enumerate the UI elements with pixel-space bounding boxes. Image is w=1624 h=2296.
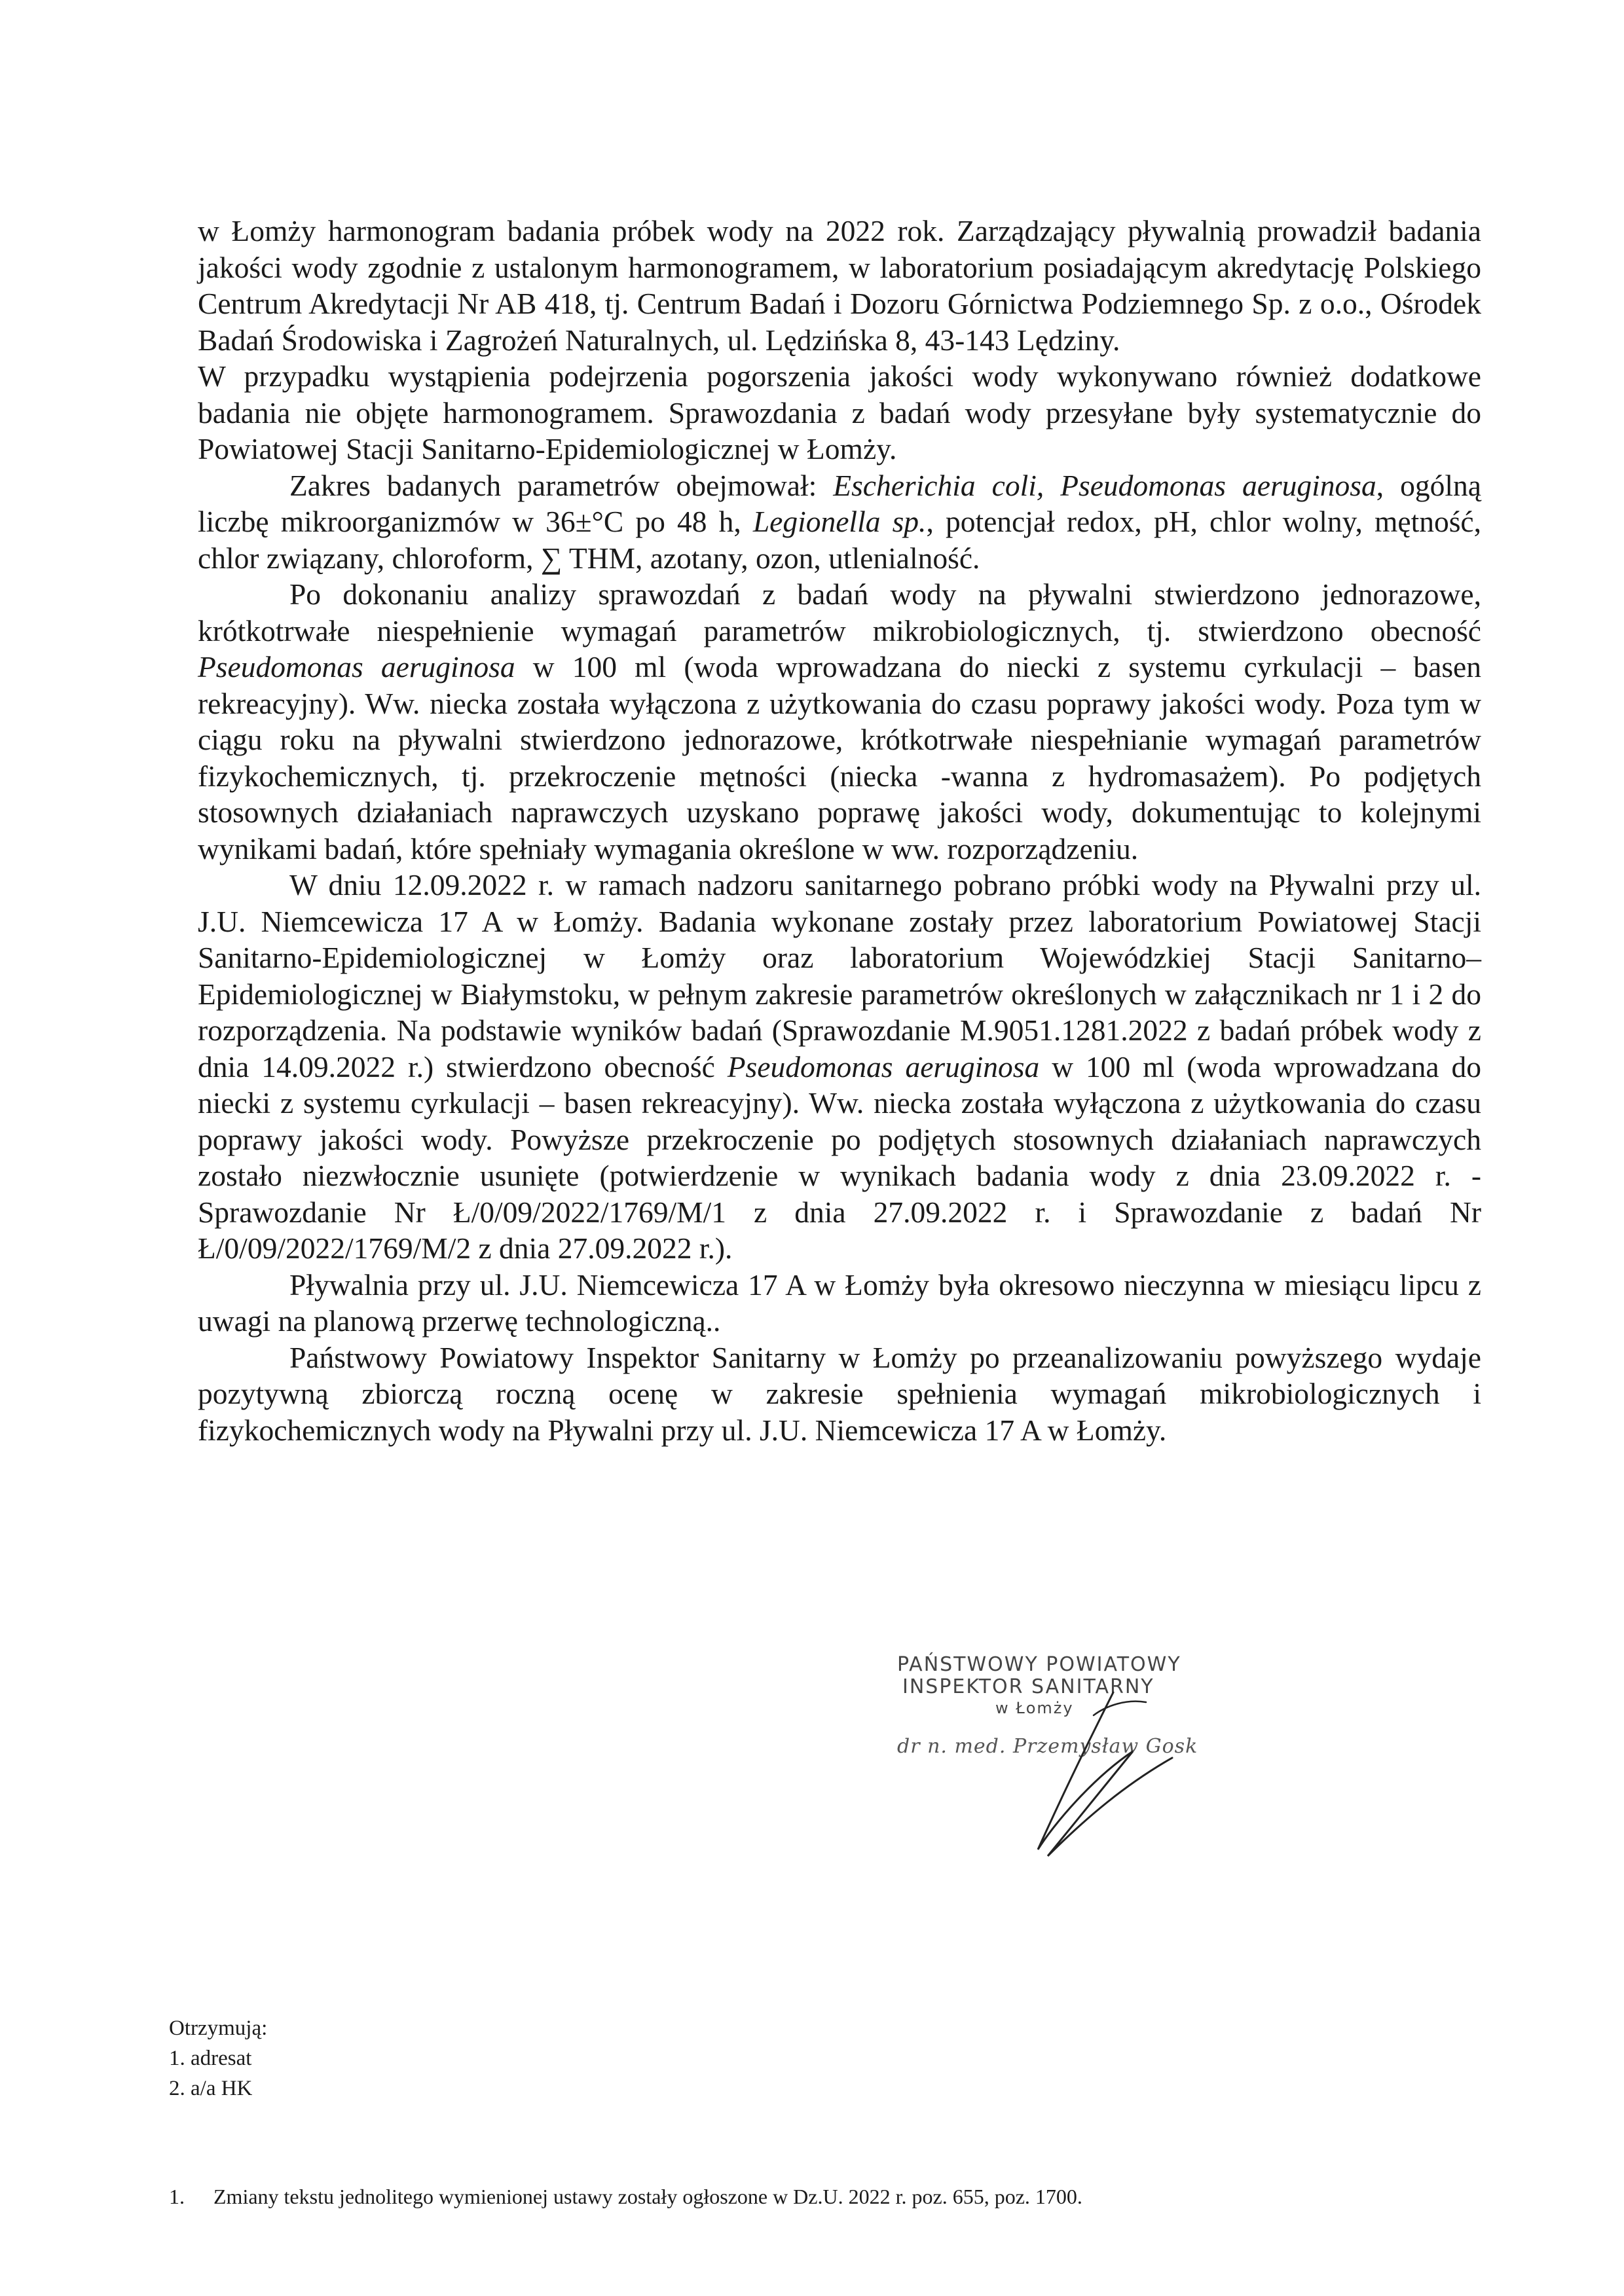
paragraph-parameters-scope: Zakres badanych parametrów obejmował: Escherichia coli, Pseudomonas aeruginosa, ogólną liczbę mikroorganizmów w 36±°C po 48 h, Legionella sp., potencjał redox, pH, chlor wolny, mętność, chlor związany, chloroform, ∑ THM, azotany, ozon, utlenialność. xyxy=(198,468,1481,575)
paragraph-closure-info: Pływalnia przy ul. J.U. Niemcewicza 17 A w Łomży była okresowo nieczynna w miesiącu lipcu z uwagi na planową przerwę technologiczną.. xyxy=(198,1267,1481,1338)
paragraph-sanitary-inspection: W dniu 12.09.2022 r. w ramach nadzoru sanitarnego pobrano próbki wody na Pływalni przy ul. J.U. Niemcewicza 17 A w Łomży. Badania wykonane zostały przez laboratorium Powiatowej Stacji Sanitarno-Epidemiologicznej w Łomży oraz laboratorium Wojewódzkiej Stacji Sanitarno–Epidemiologicznej w Białymstoku, w pełnym zakresie parametrów określonych w załącznikach nr 1 i 2 do rozporządzenia. Na podstawie wyników badań (Sprawozdanie M.9051.1281.2022 z badań próbek wody z dnia 14.09.2022 r.) stwierdzono obecność Pseudomonas aeruginosa w 100 ml (woda wprowadzana do niecki z systemu cyrkulacji – basen rekreacyjny). Ww. niecka została wyłączona z użytkowania do czasu poprawy jakości wody. Powyższe przekroczenie po podjętych stosownych działaniach naprawczych zostało niezwłocznie usunięte (potwierdzenie w wynikach badania wody z dnia 23.09.2022 r. - Sprawozdanie Nr Ł/0/09/2022/1769/M/1 z dnia 27.09.2022 r. i Sprawozdanie z badań Nr Ł/0/09/2022/1769/M/2 z dnia 27.09.2022 r.). xyxy=(198,868,1482,1265)
footnote-text: Zmiany tekstu jednolitego wymienionej ustawy zostały ogłoszone w Dz.U. 2022 r. poz. 655, poz. 1700. xyxy=(213,2185,1082,2208)
paragraph-lab-accreditation: w Łomży harmonogram badania próbek wody na 2022 rok. Zarządzający pływalnią prowadził badania jakości wody zgodnie z ustalonym harmonogramem, w laboratorium posiadającym akredytację Polskiego Centrum Akredytacji Nr AB 418, tj. Centrum Badań i Dozoru Górnictwa Podziemnego Sp. z o.o., Ośrodek Badań Środowiska i Zagrożeń Naturalnych, ul. Lędzińska 8, 43-143 Lędziny. xyxy=(198,214,1481,357)
recipients-list xyxy=(169,2013,267,2104)
recipients-heading: Otrzymują: xyxy=(169,2016,268,2040)
paragraph-final-assessment: Państwowy Powiatowy Inspektor Sanitarny w Łomży po przeanalizowaniu powyższego wydaje pozytywną zbiorczą roczną ocenę w zakresie spełnienia wymagań mikrobiologicznych i fizykochemicznych wody na Pływalni przy ul. J.U. Niemcewicza 17 A w Łomży. xyxy=(198,1340,1481,1447)
paragraph-analysis-findings: Po dokonaniu analizy sprawozdań z badań wody na pływalni stwierdzono jednorazowe, krótkotrwałe niespełnienie wymagań parametrów mikrobiologicznych, tj. stwierdzono obecność Pseudomonas aeruginosa w 100 ml (woda wprowadzana do niecki z systemu cyrkulacji – basen rekreacyjny). Ww. niecka została wyłączona z użytkowania do czasu poprawy jakości wody. Poza tym w ciągu roku na pływalni stwierdzono jednorazowe, krótkotrwałe niespełnianie wymagań parametrów fizykochemicznych, tj. przekroczenie mętności (niecka -wanna z hydromasażem). Po podjętych stosownych działaniach naprawczych uzyskano poprawę jakości wody, dokumentując to kolejnymi wynikami badań, które spełniały wymagania określone w ww. rozporządzeniu. xyxy=(198,577,1482,866)
recipient-item: 1. adresat xyxy=(169,2047,252,2070)
handwritten-signature xyxy=(897,1653,1264,1869)
footnote xyxy=(169,2185,1082,2209)
stamp-title-line2: INSPEKTOR SANITARNY xyxy=(902,1675,1154,1698)
paragraph-additional-tests: W przypadku wystąpienia podejrzenia pogorszenia jakości wody wykonywano również dodatkowe badania nie objęte harmonogramem. Sprawozdania z badań wody przesyłane były systematycznie do Powiatowej Stacji Sanitarno-Epidemiologicznej w Łomży. xyxy=(198,359,1481,465)
stamp-inspector-name: dr n. med. Przemysław Gosk xyxy=(897,1735,1198,1758)
stamp-title-line1: PAŃSTWOWY POWIATOWY xyxy=(897,1653,1181,1676)
stamp-location: w Łomży xyxy=(995,1699,1074,1717)
recipient-item: 2. a/a HK xyxy=(169,2077,253,2100)
footnote-number: 1. xyxy=(169,2185,185,2208)
document-body xyxy=(198,213,1481,1448)
